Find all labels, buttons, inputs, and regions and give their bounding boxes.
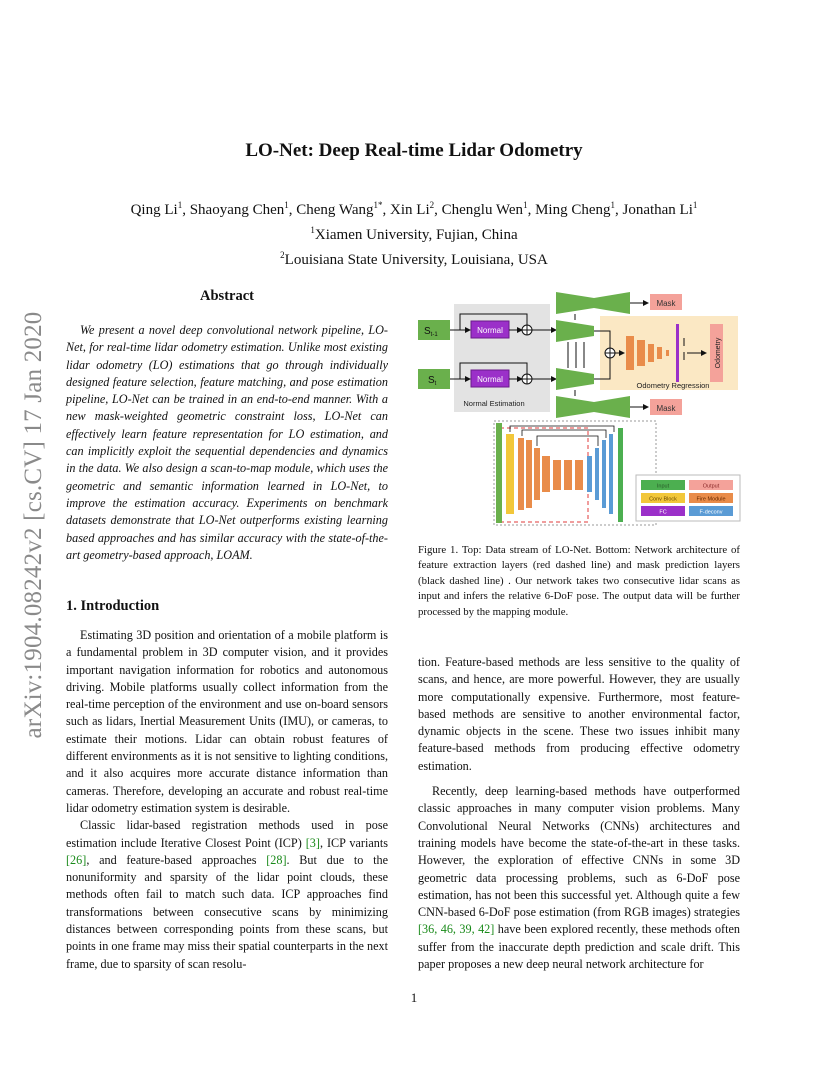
intro-body xyxy=(66,627,388,973)
net-output xyxy=(618,428,623,522)
author-name: Chenglu Wen$^1$ xyxy=(441,200,528,218)
author-name: Xin Li$^2$ xyxy=(390,200,435,218)
normal-label-bottom: Normal xyxy=(477,375,503,384)
author-name: Qing Li$^1$ xyxy=(130,200,183,218)
fire-module-2 xyxy=(637,340,645,366)
right-column-body xyxy=(418,654,740,973)
fire-a-6 xyxy=(564,460,572,490)
input-s-prev-label: $S_{t-1}$ xyxy=(424,326,438,338)
citation-link[interactable]: [36, 46, 39, 42] xyxy=(418,922,495,937)
citation-link[interactable]: [28] xyxy=(266,852,287,867)
figure-1 xyxy=(410,288,748,533)
author-name: Ming Cheng$^1$ xyxy=(535,200,615,218)
mask-net-bottom-enc xyxy=(556,396,594,418)
feature-net-top xyxy=(556,320,594,342)
legend-label: Input xyxy=(656,483,670,490)
intro-paragraph-2: Classic lidar-based registration methods used in pose estimation include Iterative Closest Point (ICP) [3], ICP variants [26], and feature-based approaches [28]. But due to the nonuniformity and sparsity of the lidar point clouds, these methods often fail to match such data. ICP approaches find transformations between consecutive scans by minimizing distances between corresponding points from these scans, but points in one frame may miss their spatial counterparts in the next frame, due to sparsity of scan resolu- xyxy=(66,818,388,971)
fire-a-3 xyxy=(534,448,540,500)
author-name: Shaoyang Chen$^1$ xyxy=(189,200,289,218)
fire-a-1 xyxy=(518,438,524,510)
abstract-text: We present a novel deep convolutional network pipeline, LO-Net, for real-time lidar odometry estimation. Unlike most existing lidar odometry (LO) estimations that go through individually designed feature selection, feature matching, and pose estimation pipeline, LO-Net can be trained in an end-to-end manner. With a new mask-weighted geometric constraint loss, LO-Net can effectively learn feature representation for LO estimation, and can implicitly exploit the sequential dependencies and dynamics in the data. We also design a scan-to-map module, which uses the geometric and semantic information learned in LO-Net, to improve the estimation accuracy. Experiments on benchmark datasets demonstrate that LO-Net outperforms existing learning based approaches and has similar accuracy with the state-of-the-art geometry-based approach, LOAM. xyxy=(66,323,388,562)
deconv-1 xyxy=(587,456,592,492)
normal-estimation-region xyxy=(454,304,550,412)
citation-link[interactable]: [3] xyxy=(305,835,320,850)
fire-a-4 xyxy=(542,456,550,492)
intro-heading: 1. Introduction xyxy=(66,598,160,614)
author-name: Jonathan Li$^1$ xyxy=(622,200,698,218)
legend-label: FC xyxy=(659,509,667,516)
intro-paragraph-1: Estimating 3D position and orientation of a mobile platform is a fundamental problem in 3D computer vision, and it provides important navigation information for robotics and autonomous driving. Mobile platforms usually collect information from the real-time perception of the environment and use on-board sensors such as lidars, Inertial Measurement Units (IMU), or cameras, to estimate their motions. Lidar can obtain robust features of different environments as it is not sensitive to lighting conditions, and it also acquires more accurate distance information than cameras. Therefore, developing an accurate and robust real-time lidar odometry estimation system is desirable. xyxy=(66,628,388,815)
legend-label: Output xyxy=(702,483,720,490)
lo-net-diagram xyxy=(410,288,748,533)
fire-a-2 xyxy=(526,440,532,508)
paper-title: LO-Net: Deep Real-time Lidar Odometry xyxy=(245,140,583,161)
odometry-label: Odometry xyxy=(715,337,722,369)
mask-net-top-enc xyxy=(556,292,594,314)
abstract-heading: Abstract xyxy=(200,288,254,304)
right-paragraph-2: Recently, deep learning-based methods have outperformed classic approaches in many computer vision problems. Many Convolutional Neural Networks (CNNs) architectures and training models have become the state-of-the-art in these tasks. However, the exploration of effective CNNs in some 3D geometric data processing problems, such as 6-DoF pose estimation, has not been this successful yet. Although quite a few CNN-based 6-DoF pose estimation (from RGB images) strategies [36, 46, 39, 42] have been explored recently, these methods often suffer from the inaccurate depth prediction and scale drift. This paper proposes a new deep neural network architecture for xyxy=(418,784,740,972)
mask-label-top: Mask xyxy=(656,299,676,308)
conv-block-1 xyxy=(506,434,514,514)
arxiv-id: arXiv:1904.08242v2 [cs.CV] 17 Jan 2020 xyxy=(20,311,47,739)
legend-label: Conv Block xyxy=(649,496,677,503)
feature-net-bottom xyxy=(556,368,594,390)
odometry-regression-label: Odometry Regression xyxy=(636,381,710,390)
fc-layer-1 xyxy=(676,324,679,382)
input-s-cur-label: $S_t$ xyxy=(428,375,437,387)
mask-net-bottom-dec xyxy=(594,396,630,418)
right-paragraph-1: tion. Feature-based methods are less sensitive to the quality of scans, and hence, are more powerful. However, they are usually more computationally expensive. Furthermore, most feature-based methods are sensitive to another environmental factor, dynamic objects in the scene. These two issues inhibit many feature-based methods from producing effective odometry estimation. xyxy=(418,655,740,773)
fire-a-5 xyxy=(553,460,561,490)
affiliation-1: $^1$Xiamen University, Fujian, China xyxy=(310,225,518,243)
author-block xyxy=(0,195,828,270)
fire-module-1 xyxy=(626,336,634,370)
figure-caption: Figure 1. Top: Data stream of LO-Net. Bottom: Network architecture of feature extraction layers (red dashed line) and mask prediction layers (black dashed line) . Our network takes two consecutive lidar scans as input and infers the relative 6-DoF pose. The output data will be further processed by the mapping module. xyxy=(418,544,740,618)
net-input xyxy=(496,423,502,523)
page-number: 1 xyxy=(410,990,418,1005)
normal-label-top: Normal xyxy=(477,326,503,335)
deconv-3 xyxy=(602,440,606,508)
affiliation-2: $^2$Louisiana State University, Louisiana, USA xyxy=(280,250,548,268)
arxiv-stamp xyxy=(14,290,54,760)
author-name: Cheng Wang$^{1*}$ xyxy=(296,200,383,218)
normal-estimation-label: Normal Estimation xyxy=(463,399,525,408)
fire-a-7 xyxy=(575,460,583,490)
fire-module-5 xyxy=(666,350,669,356)
deconv-2 xyxy=(595,448,599,500)
mask-label-bottom: Mask xyxy=(656,404,676,413)
citation-link[interactable]: [26] xyxy=(66,852,87,867)
author-list: Qing Li$^1$, Shaoyang Chen$^1$, Cheng Wang$^{1*}$, Xin Li$^2$, Chenglu Wen$^1$, Ming Cheng$^1$, Jonathan Li$^1$ xyxy=(130,200,698,218)
fire-module-3 xyxy=(648,344,654,362)
fire-module-4 xyxy=(657,347,662,359)
deconv-4 xyxy=(609,434,613,514)
legend-label: F-deconv xyxy=(699,509,723,516)
legend-label: Fire Module xyxy=(696,496,726,503)
mask-net-top-dec xyxy=(594,292,630,314)
